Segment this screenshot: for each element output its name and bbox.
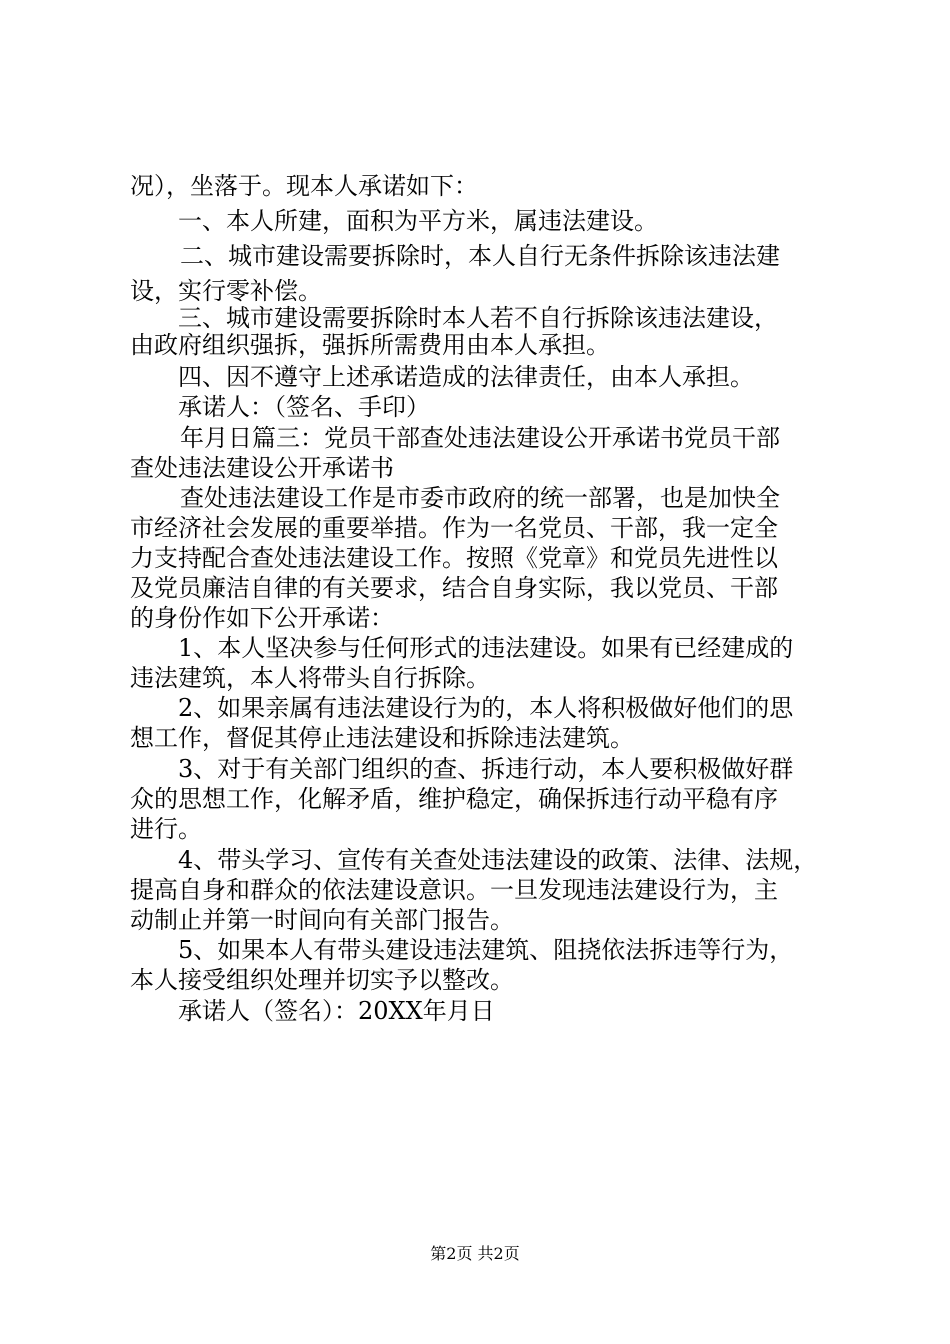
text-line: 本人接受组织处理并切实予以整改。 — [130, 966, 514, 994]
text-line: 三、城市建设需要拆除时本人若不自行拆除该违法建设， — [178, 304, 778, 332]
text-line: 进行。 — [130, 815, 202, 843]
text-line: 况），坐落于。现本人承诺如下： — [130, 172, 478, 200]
text-line: 违法建筑，本人将带头自行拆除。 — [130, 664, 490, 692]
text-line: 一、本人所建，面积为平方米，属违法建设。 — [178, 207, 658, 235]
text-line: 查处违法建设工作是市委市政府的统一部署，也是加快全 — [180, 484, 780, 512]
text-line: 年月日篇三：党员干部查处违法建设公开承诺书党员干部 — [180, 424, 780, 452]
text-line: 承诺人（签名）：20XX年月日 — [178, 997, 495, 1025]
text-line: 力支持配合查处违法建设工作。按照《党章》和党员先进性以 — [130, 544, 778, 572]
text-line: 2、如果亲属有违法建设行为的，本人将积极做好他们的思 — [178, 694, 794, 722]
text-line: 4、带头学习、宣传有关查处违法建设的政策、法律、法规， — [178, 846, 818, 874]
text-line: 1、本人坚决参与任何形式的违法建设。如果有已经建成的 — [178, 634, 794, 662]
text-line: 市经济社会发展的重要举措。作为一名党员、干部，我一定全 — [130, 514, 778, 542]
text-line: 众的思想工作，化解矛盾，维护稳定，确保拆违行动平稳有序 — [130, 785, 778, 813]
text-line: 由政府组织强拆，强拆所需费用由本人承担。 — [130, 331, 610, 359]
text-line: 提高自身和群众的依法建设意识。一旦发现违法建设行为，主 — [130, 876, 778, 904]
text-line: 动制止并第一时间向有关部门报告。 — [130, 906, 514, 934]
text-line: 查处违法建设公开承诺书 — [130, 454, 394, 482]
text-line: 的身份作如下公开承诺： — [130, 604, 394, 632]
text-line: 设，实行零补偿。 — [130, 277, 322, 305]
text-line: 及党员廉洁自律的有关要求，结合自身实际，我以党员、干部 — [130, 574, 778, 602]
text-line: 二、城市建设需要拆除时，本人自行无条件拆除该违法建 — [180, 242, 780, 270]
text-line: 承诺人：（签名、手印） — [178, 393, 430, 421]
text-line: 3、对于有关部门组织的查、拆违行动，本人要积极做好群 — [178, 755, 794, 783]
text-line: 想工作，督促其停止违法建设和拆除违法建筑。 — [130, 724, 634, 752]
text-line: 四、因不遵守上述承诺造成的法律责任，由本人承担。 — [178, 363, 754, 391]
page-footer: 第2页 共2页 — [430, 1244, 520, 1263]
text-line: 5、如果本人有带头建设违法建筑、阻挠依法拆违等行为， — [178, 936, 794, 964]
